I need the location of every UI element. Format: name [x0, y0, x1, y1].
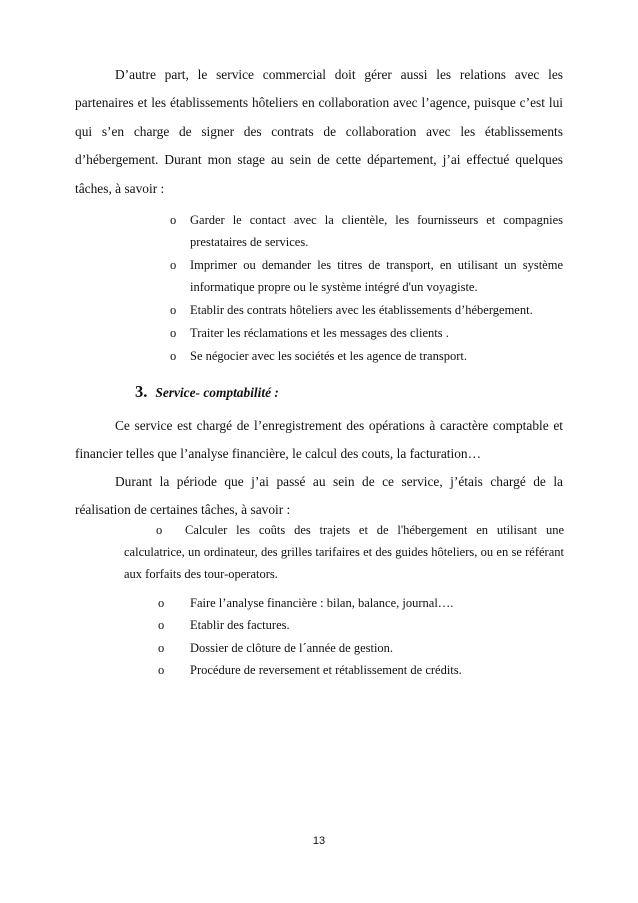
section-paragraph-1-text: Ce service est chargé de l’enregistrement des opérations à caractère comptable et financier telles que l’analyse financière, le calcul des couts, la facturation…	[75, 418, 563, 462]
bullet-icon: o	[158, 618, 165, 633]
list-item-text: Faire l’analyse financière : bilan, balance, journal….	[190, 596, 454, 610]
section-number: 3.	[135, 382, 148, 401]
list-item	[170, 345, 563, 367]
bullet-icon: o	[170, 258, 177, 272]
list-item	[158, 659, 563, 681]
list-item-text: Imprimer ou demander les titres de transport, en utilisant un système informatique propre ou le système intégré d'un voyagiste.	[190, 258, 563, 294]
list-item-text: Procédure de reversement et rétablissement de crédits.	[190, 662, 462, 677]
bullet-icon: o	[170, 326, 177, 340]
list-item-text: Traiter les réclamations et les messages des clients .	[190, 326, 449, 340]
list-item	[170, 254, 563, 298]
section-paragraph-2-text: Durant la période que j’ai passé au sein de ce service, j’étais chargé de la réalisation de certaines tâches, à savoir :	[75, 474, 563, 518]
accounting-task-list	[158, 592, 563, 681]
bullet-icon: o	[170, 303, 177, 317]
page-number: 13	[312, 835, 326, 847]
bullet-icon: o	[158, 640, 165, 655]
section-title: Service- comptabilité :	[155, 385, 279, 400]
bullet-icon: o	[158, 662, 165, 677]
list-item-text: Etablir des contrats hôteliers avec les établissements d’hébergement.	[190, 303, 533, 317]
list-item	[158, 614, 563, 636]
section-paragraph-1	[75, 412, 563, 469]
intro-paragraph	[75, 61, 563, 203]
accounting-task-first	[124, 519, 564, 586]
list-item	[158, 637, 563, 659]
bullet-icon: o	[170, 349, 177, 363]
list-item-text: Se négocier avec les sociétés et les agence de transport.	[190, 349, 467, 363]
list-item	[170, 322, 563, 344]
list-item-text: Calculer les coûts des trajets et de l'hébergement en utilisant une calculatrice, un ordinateur, des grilles tarifaires et des guides hôteliers, ou en se référant aux forfaits des tour-operators.	[124, 523, 564, 582]
list-item-text: Etablir des factures.	[190, 618, 290, 633]
list-item	[158, 592, 563, 614]
intro-paragraph-text: D’autre part, le service commercial doit gérer aussi les relations avec les partenaires et les établissements hôteliers en collaboration avec l’agence, puisque c’est lui qui s’en charge de signer des contrats de collaboration avec les établissements d’hébergement. Durant mon stage au sein de cette département, j’ai effectué quelques tâches, à savoir :	[75, 67, 563, 196]
section-paragraph-2	[75, 468, 563, 525]
commercial-task-list	[170, 209, 563, 368]
bullet-icon: o	[170, 213, 177, 227]
bullet-icon: o	[158, 596, 165, 610]
bullet-icon: o	[156, 523, 163, 537]
list-item	[170, 209, 563, 253]
list-item	[170, 299, 563, 321]
list-item-text: Garder le contact avec la clientèle, les fournisseurs et compagnies prestataires de services.	[190, 213, 563, 249]
section-heading	[135, 382, 279, 402]
list-item-text: Dossier de clôture de l´année de gestion.	[190, 640, 394, 655]
